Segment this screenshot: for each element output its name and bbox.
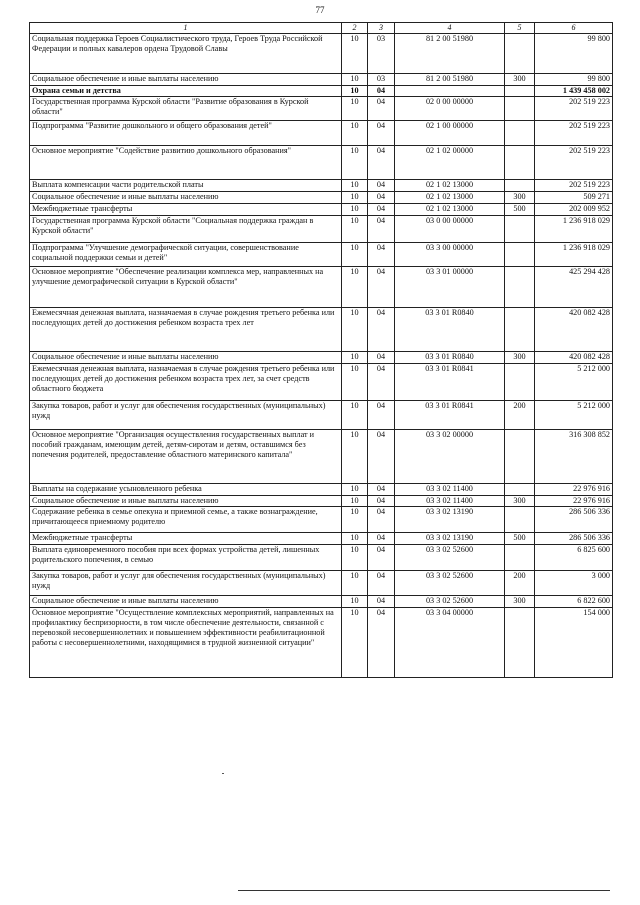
row-target-article-cell: 03 3 02 52600 xyxy=(395,595,505,607)
row-target-article-cell: 03 3 01 R0841 xyxy=(395,363,505,400)
header-cell-target-article: 4 xyxy=(395,23,505,34)
row-amount-cell: 3 000 xyxy=(535,570,613,595)
row-target-article-cell: 03 3 02 52600 xyxy=(395,544,505,570)
row-target-article-cell xyxy=(395,85,505,96)
row-section-cell: 10 xyxy=(342,73,368,85)
row-name-cell: Выплата компенсации части родительской платы xyxy=(30,179,342,191)
row-target-article-cell: 03 3 02 13190 xyxy=(395,532,505,544)
row-section-cell: 10 xyxy=(342,495,368,506)
row-expense-type-cell: 300 xyxy=(505,73,535,85)
row-amount-cell: 6 825 600 xyxy=(535,544,613,570)
row-expense-type-cell: 300 xyxy=(505,191,535,203)
table-row xyxy=(30,73,613,85)
row-section-cell: 10 xyxy=(342,96,368,120)
row-target-article-cell: 02 1 02 13000 xyxy=(395,179,505,191)
row-target-article-cell: 03 3 01 R0841 xyxy=(395,400,505,429)
row-expense-type-cell: 300 xyxy=(505,495,535,506)
row-amount-cell: 1 439 458 002 xyxy=(535,85,613,96)
row-name-cell: Подпрограмма "Улучшение демографической ситуации, совершенствование социальной поддержки семьи и детей" xyxy=(30,242,342,266)
row-section-cell: 10 xyxy=(342,242,368,266)
table-row xyxy=(30,607,613,677)
table-row xyxy=(30,532,613,544)
row-expense-type-cell xyxy=(505,242,535,266)
row-expense-type-cell xyxy=(505,120,535,145)
row-section-cell: 10 xyxy=(342,506,368,532)
row-expense-type-cell xyxy=(505,85,535,96)
row-subsection-cell: 04 xyxy=(368,483,395,495)
table-row xyxy=(30,595,613,607)
row-subsection-cell: 04 xyxy=(368,595,395,607)
page-number: 77 xyxy=(315,5,325,15)
row-name-cell: Государственная программа Курской области "Социальная поддержка граждан в Курской области" xyxy=(30,215,342,242)
row-name-cell: Социальное обеспечение и иные выплаты населению xyxy=(30,495,342,506)
table-row xyxy=(30,351,613,363)
row-subsection-cell: 04 xyxy=(368,191,395,203)
row-subsection-cell: 04 xyxy=(368,215,395,242)
row-subsection-cell: 04 xyxy=(368,429,395,483)
row-section-cell: 10 xyxy=(342,215,368,242)
row-name-cell: Основное мероприятие "Осуществление комплексных мероприятий, направленных на профилактику беспризорности, в том числе обеспечение деятельности, связанной с перевозкой несовершеннолетних и повышением эффективности реабилитационной работы с несовершеннолетними, находящимися в трудной жизненной ситуации" xyxy=(30,607,342,677)
row-name-cell: Закупка товаров, работ и услуг для обеспечения государственных (муниципальных) нужд xyxy=(30,570,342,595)
row-amount-cell: 202 519 223 xyxy=(535,120,613,145)
row-subsection-cell: 04 xyxy=(368,400,395,429)
table-row xyxy=(30,429,613,483)
row-amount-cell: 22 976 916 xyxy=(535,483,613,495)
row-name-cell: Основное мероприятие "Организация осуществления государственных выплат и пособий гражданам, имеющим детей, детям-сиротам и детям, оставшимся без попечения родителей, предоставление областного материнского капитала" xyxy=(30,429,342,483)
header-cell-expense-type: 5 xyxy=(505,23,535,34)
table-row xyxy=(30,307,613,351)
row-expense-type-cell: 200 xyxy=(505,570,535,595)
row-amount-cell: 420 082 428 xyxy=(535,307,613,351)
row-name-cell: Закупка товаров, работ и услуг для обеспечения государственных (муниципальных) нужд xyxy=(30,400,342,429)
row-amount-cell: 1 236 918 029 xyxy=(535,242,613,266)
row-section-cell: 10 xyxy=(342,33,368,73)
row-expense-type-cell: 500 xyxy=(505,203,535,215)
row-subsection-cell: 04 xyxy=(368,242,395,266)
row-section-cell: 10 xyxy=(342,351,368,363)
table-row xyxy=(30,570,613,595)
row-expense-type-cell xyxy=(505,544,535,570)
table-row xyxy=(30,483,613,495)
table-row xyxy=(30,544,613,570)
row-expense-type-cell: 200 xyxy=(505,400,535,429)
table-row xyxy=(30,266,613,307)
row-target-article-cell: 02 1 02 13000 xyxy=(395,203,505,215)
table-row xyxy=(30,96,613,120)
row-expense-type-cell xyxy=(505,363,535,400)
row-amount-cell: 202 009 952 xyxy=(535,203,613,215)
row-section-cell: 10 xyxy=(342,483,368,495)
header-cell-name: 1 xyxy=(30,23,342,34)
row-subsection-cell: 04 xyxy=(368,179,395,191)
scan-artifact xyxy=(222,773,224,774)
table-row xyxy=(30,179,613,191)
row-expense-type-cell: 300 xyxy=(505,351,535,363)
row-section-cell: 10 xyxy=(342,570,368,595)
table-row xyxy=(30,33,613,73)
row-subsection-cell: 03 xyxy=(368,33,395,73)
row-amount-cell: 99 800 xyxy=(535,73,613,85)
row-subsection-cell: 04 xyxy=(368,266,395,307)
row-amount-cell: 425 294 428 xyxy=(535,266,613,307)
row-expense-type-cell xyxy=(505,506,535,532)
row-name-cell: Основное мероприятие "Обеспечение реализации комплекса мер, направленных на улучшение демографической ситуации в Курской области" xyxy=(30,266,342,307)
row-subsection-cell: 03 xyxy=(368,73,395,85)
row-expense-type-cell xyxy=(505,96,535,120)
row-target-article-cell: 03 3 01 00000 xyxy=(395,266,505,307)
row-name-cell: Подпрограмма "Развитие дошкольного и общего образования детей" xyxy=(30,120,342,145)
row-name-cell: Социальная поддержка Героев Социалистического труда, Героев Труда Российской Федерации и полных кавалеров ордена Трудовой Славы xyxy=(30,33,342,73)
row-target-article-cell: 02 1 02 00000 xyxy=(395,145,505,179)
row-name-cell: Ежемесячная денежная выплата, назначаемая в случае рождения третьего ребенка или последующих детей до достижения ребенком возраста трех лет, за счет средств областного бюджета xyxy=(30,363,342,400)
row-section-cell: 10 xyxy=(342,429,368,483)
row-section-cell: 10 xyxy=(342,145,368,179)
row-target-article-cell: 03 3 01 R0840 xyxy=(395,351,505,363)
row-amount-cell: 286 506 336 xyxy=(535,532,613,544)
row-target-article-cell: 03 3 02 11400 xyxy=(395,495,505,506)
row-expense-type-cell xyxy=(505,483,535,495)
row-target-article-cell: 03 0 00 00000 xyxy=(395,215,505,242)
table-row xyxy=(30,203,613,215)
row-subsection-cell: 04 xyxy=(368,96,395,120)
row-subsection-cell: 04 xyxy=(368,506,395,532)
row-name-cell: Межбюджетные трансферты xyxy=(30,532,342,544)
table-row xyxy=(30,215,613,242)
row-target-article-cell: 03 3 00 00000 xyxy=(395,242,505,266)
row-expense-type-cell xyxy=(505,266,535,307)
row-subsection-cell: 04 xyxy=(368,85,395,96)
budget-table-body xyxy=(30,23,613,678)
row-section-cell: 10 xyxy=(342,532,368,544)
row-target-article-cell: 03 3 02 13190 xyxy=(395,506,505,532)
row-name-cell: Содержание ребенка в семье опекуна и приемной семье, а также вознаграждение, причитающееся приемному родителю xyxy=(30,506,342,532)
row-expense-type-cell xyxy=(505,179,535,191)
header-cell-amount: 6 xyxy=(535,23,613,34)
row-expense-type-cell: 300 xyxy=(505,595,535,607)
row-expense-type-cell xyxy=(505,215,535,242)
row-expense-type-cell xyxy=(505,145,535,179)
row-amount-cell: 6 822 600 xyxy=(535,595,613,607)
row-subsection-cell: 04 xyxy=(368,145,395,179)
row-name-cell: Социальное обеспечение и иные выплаты населению xyxy=(30,73,342,85)
row-expense-type-cell xyxy=(505,429,535,483)
row-section-cell: 10 xyxy=(342,203,368,215)
row-name-cell: Социальное обеспечение и иные выплаты населению xyxy=(30,595,342,607)
table-header-row xyxy=(30,23,613,34)
row-amount-cell: 99 800 xyxy=(535,33,613,73)
row-name-cell: Основное мероприятие "Содействие развитию дошкольного образования" xyxy=(30,145,342,179)
row-section-cell: 10 xyxy=(342,179,368,191)
row-amount-cell: 420 082 428 xyxy=(535,351,613,363)
row-expense-type-cell xyxy=(505,307,535,351)
row-name-cell: Межбюджетные трансферты xyxy=(30,203,342,215)
row-amount-cell: 316 308 852 xyxy=(535,429,613,483)
row-amount-cell: 154 000 xyxy=(535,607,613,677)
row-amount-cell: 1 236 918 029 xyxy=(535,215,613,242)
row-amount-cell: 202 519 223 xyxy=(535,96,613,120)
row-amount-cell: 5 212 000 xyxy=(535,363,613,400)
row-name-cell: Социальное обеспечение и иные выплаты населению xyxy=(30,191,342,203)
row-subsection-cell: 04 xyxy=(368,570,395,595)
row-target-article-cell: 03 3 02 11400 xyxy=(395,483,505,495)
row-target-article-cell: 81 2 00 51980 xyxy=(395,73,505,85)
row-name-cell: Выплаты на содержание усыновленного ребенка xyxy=(30,483,342,495)
row-section-cell: 10 xyxy=(342,85,368,96)
row-target-article-cell: 02 0 00 00000 xyxy=(395,96,505,120)
row-target-article-cell: 81 2 00 51980 xyxy=(395,33,505,73)
row-target-article-cell: 03 3 02 52600 xyxy=(395,570,505,595)
table-row xyxy=(30,363,613,400)
row-section-cell: 10 xyxy=(342,400,368,429)
row-target-article-cell: 02 1 02 13000 xyxy=(395,191,505,203)
row-name-cell: Социальное обеспечение и иные выплаты населению xyxy=(30,351,342,363)
bottom-border-line xyxy=(238,890,610,891)
table-row xyxy=(30,120,613,145)
table-row xyxy=(30,191,613,203)
row-amount-cell: 202 519 223 xyxy=(535,145,613,179)
row-section-cell: 10 xyxy=(342,544,368,570)
row-expense-type-cell: 500 xyxy=(505,532,535,544)
row-subsection-cell: 04 xyxy=(368,307,395,351)
row-target-article-cell: 03 3 02 00000 xyxy=(395,429,505,483)
row-name-cell: Выплата единовременного пособия при всех формах устройства детей, лишенных родительского попечения, в семью xyxy=(30,544,342,570)
row-section-cell: 10 xyxy=(342,120,368,145)
table-row xyxy=(30,145,613,179)
row-name-cell: Ежемесячная денежная выплата, назначаемая в случае рождения третьего ребенка или последующих детей до достижения ребенком возраста трех лет xyxy=(30,307,342,351)
row-section-cell: 10 xyxy=(342,266,368,307)
budget-table xyxy=(29,22,613,678)
row-expense-type-cell xyxy=(505,33,535,73)
table-row xyxy=(30,242,613,266)
table-row xyxy=(30,506,613,532)
row-expense-type-cell xyxy=(505,607,535,677)
row-subsection-cell: 04 xyxy=(368,544,395,570)
table-row xyxy=(30,400,613,429)
row-subsection-cell: 04 xyxy=(368,495,395,506)
row-amount-cell: 509 271 xyxy=(535,191,613,203)
row-target-article-cell: 03 3 01 R0840 xyxy=(395,307,505,351)
row-target-article-cell: 03 3 04 00000 xyxy=(395,607,505,677)
row-target-article-cell: 02 1 00 00000 xyxy=(395,120,505,145)
row-name-cell: Государственная программа Курской области "Развитие образования в Курской области" xyxy=(30,96,342,120)
row-subsection-cell: 04 xyxy=(368,351,395,363)
row-amount-cell: 22 976 916 xyxy=(535,495,613,506)
row-subsection-cell: 04 xyxy=(368,120,395,145)
row-section-cell: 10 xyxy=(342,607,368,677)
table-row xyxy=(30,85,613,96)
row-section-cell: 10 xyxy=(342,595,368,607)
table-row xyxy=(30,495,613,506)
row-name-cell: Охрана семьи и детства xyxy=(30,85,342,96)
row-section-cell: 10 xyxy=(342,307,368,351)
row-amount-cell: 202 519 223 xyxy=(535,179,613,191)
row-subsection-cell: 04 xyxy=(368,607,395,677)
row-amount-cell: 5 212 000 xyxy=(535,400,613,429)
row-section-cell: 10 xyxy=(342,363,368,400)
row-section-cell: 10 xyxy=(342,191,368,203)
row-amount-cell: 286 506 336 xyxy=(535,506,613,532)
header-cell-section: 2 xyxy=(342,23,368,34)
row-subsection-cell: 04 xyxy=(368,363,395,400)
row-subsection-cell: 04 xyxy=(368,203,395,215)
row-subsection-cell: 04 xyxy=(368,532,395,544)
header-cell-subsection: 3 xyxy=(368,23,395,34)
